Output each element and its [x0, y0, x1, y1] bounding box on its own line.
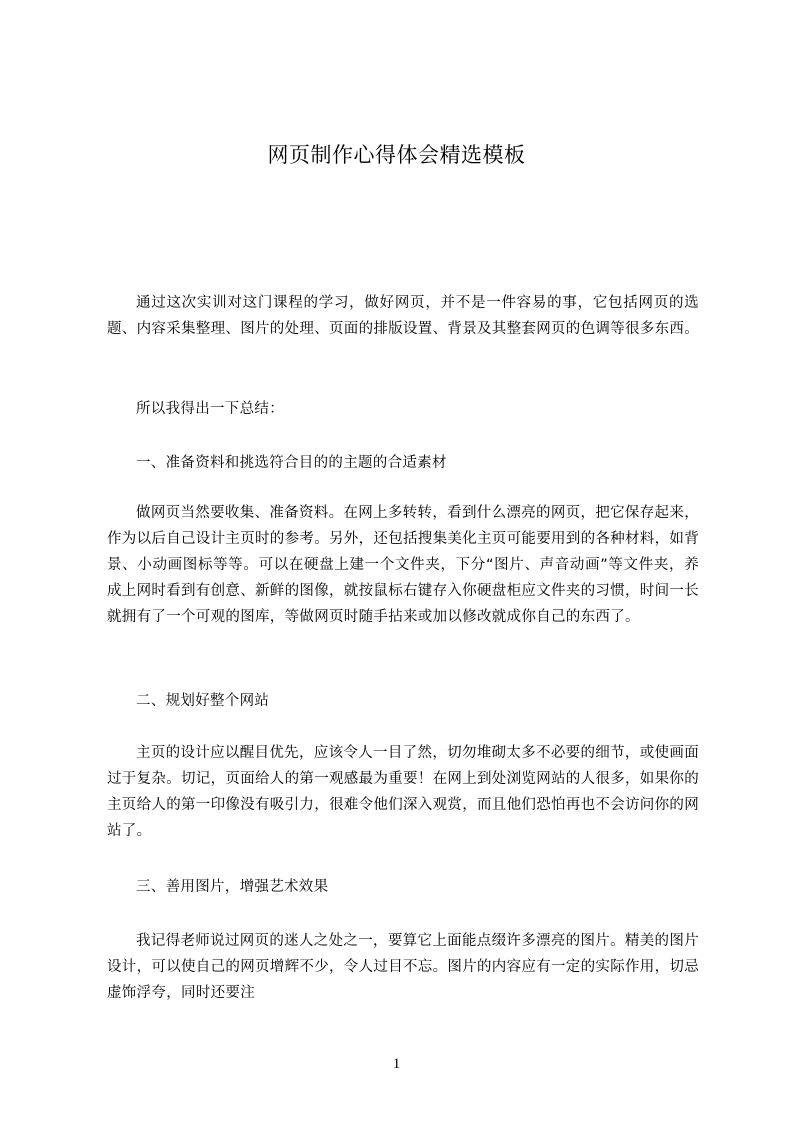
section-1-body: 做网页当然要收集、准备资料。在网上多转转，看到什么漂亮的网页，把它保存起来，作为以后自己设计主页时的参考。另外，还包括搜集美化主页可能要用到的各种材料，如背景、小动画图标等等。可以在硬盘上建一个文件夹，下分“图片、声音动画”等文件夹，养成上网时看到有创意、新鲜的图像，就按鼠标右键存入你硬盘柜应文件夹的习惯，时间一长就拥有了一个可观的图库，等做网页时随手拈来或加以修改就成你自己的东西了。 — [107, 505, 699, 625]
page-number: 1 — [392, 1056, 401, 1072]
document-title: 网页制作心得体会精选模板 — [267, 143, 526, 167]
section-2-body: 主页的设计应以醒目优先，应该令人一目了然，切勿堆砌太多不必要的细节，或使画面过于复杂。切记，页面给人的第一观感最为重要！在网上到处浏览网站的人很多，如果你的主页给人的第一印像没有吸引力，很难令他们深入观赏，而且他们恐怕再也不会访问你的网站了。 — [107, 745, 699, 839]
section-3-heading: 三、善用图片，增强艺术效果 — [136, 879, 329, 895]
summary-line: 所以我得出一下总结： — [136, 401, 284, 417]
section-2-heading: 二、规划好整个网站 — [136, 693, 270, 709]
section-1-heading: 一、准备资料和挑选符合目的的主题的合适素材 — [136, 455, 447, 471]
section-3-body: 我记得老师说过网页的迷人之处之一，要算它上面能点缀许多漂亮的图片。精美的图片设计，可以使自己的网页增辉不少，令人过目不忘。图片的内容应有一定的实际作用，切忌虚饰浮夸，同时还要注 — [107, 933, 699, 1001]
intro-paragraph: 通过这次实训对这门课程的学习，做好网页，并不是一件容易的事，它包括网页的选题、内容采集整理、图片的处理、页面的排版设置、背景及其整套网页的色调等很多东西。 — [107, 295, 699, 337]
